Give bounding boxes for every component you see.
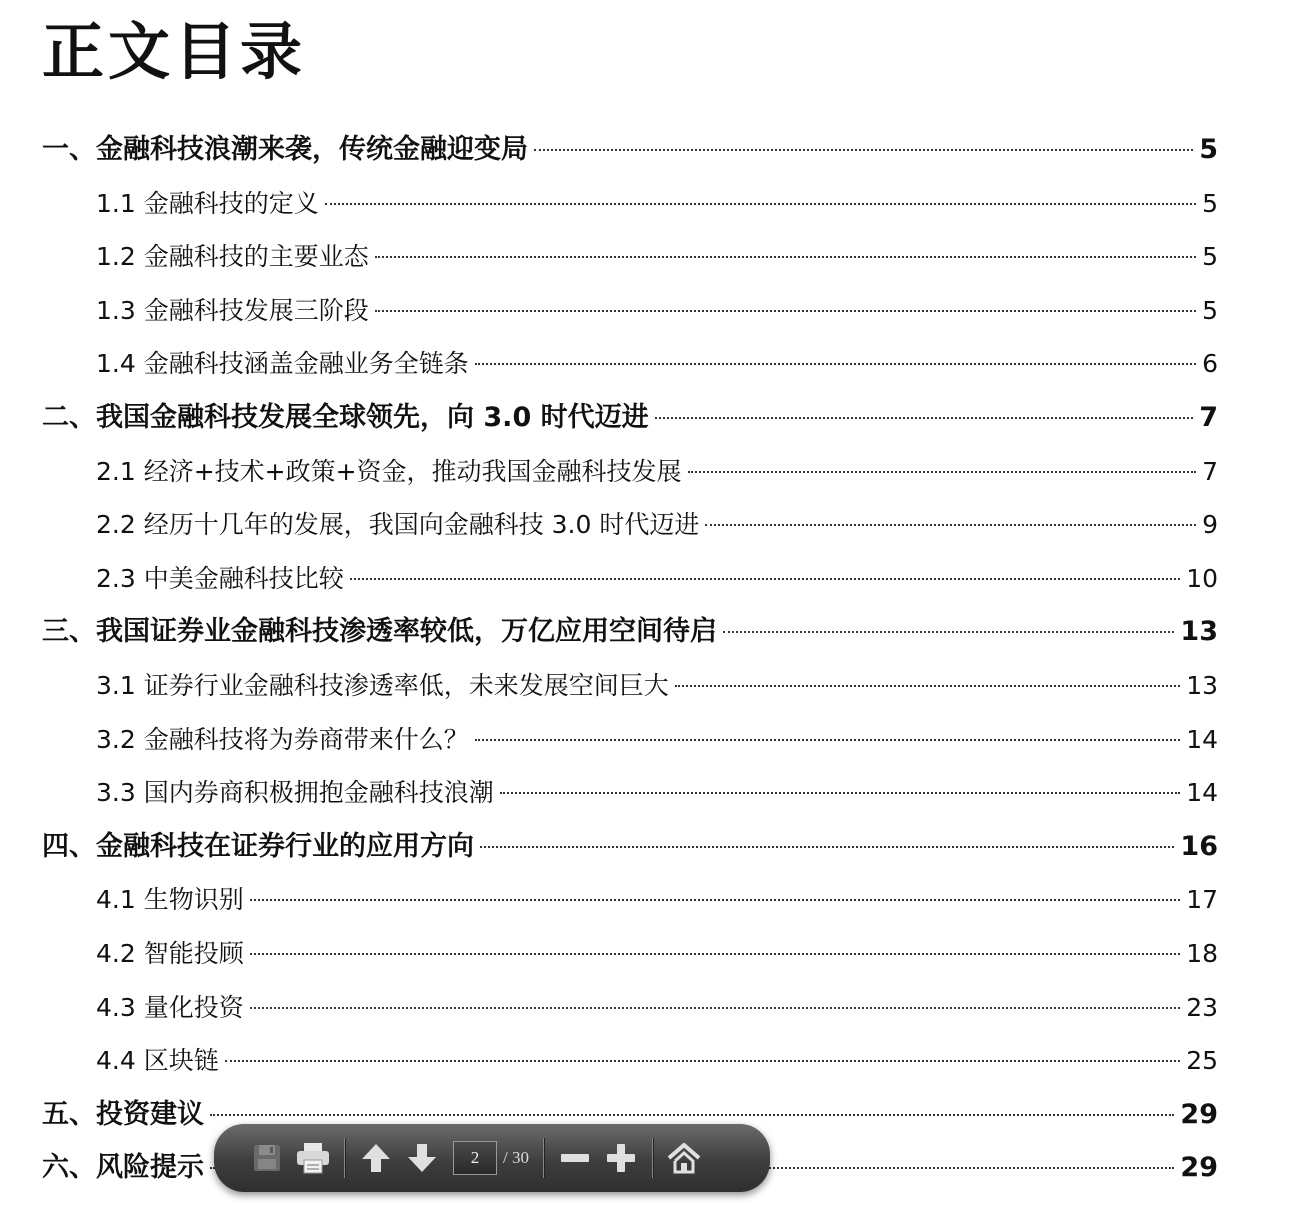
toc-entry-title: 一、金融科技浪潮来袭，传统金融迎变局 [42, 134, 528, 165]
toc-leader-dots [500, 792, 1180, 794]
toc-section-row[interactable] [96, 452, 1218, 492]
toc-chapter-row[interactable] [42, 398, 1218, 438]
print-button[interactable] [290, 1135, 336, 1181]
toc-entry-title: 五、投资建议 [42, 1098, 204, 1130]
toc-entry-title: 3.1 证券行业金融科技渗透率低，未来发展空间巨大 [96, 671, 669, 700]
previous-page-button[interactable] [353, 1135, 399, 1181]
pdf-toolbar [214, 1124, 770, 1192]
toc-leader-dots [375, 256, 1196, 258]
toc-entry-title: 2.1 经济+技术+政策+资金，推动我国金融科技发展 [96, 456, 682, 486]
toc-page-number: 13 [1186, 671, 1218, 700]
toc-entry-title: 六、风险提示 [42, 1152, 204, 1184]
arrow-down-icon [406, 1142, 438, 1174]
toc-chapter-row[interactable] [42, 612, 1218, 652]
toc-page-number: 5 [1202, 242, 1218, 272]
zoom-out-icon [559, 1142, 591, 1174]
toc-section-row[interactable] [96, 773, 1218, 813]
next-page-button[interactable] [399, 1135, 445, 1181]
toc-section-row[interactable] [96, 184, 1218, 224]
toc-page-number: 29 [1180, 1098, 1218, 1130]
toc-entry-title: 二、我国金融科技发展全球领先，向 3.0 时代迈进 [42, 402, 649, 433]
toc-entry-title: 3.3 国内券商积极拥抱金融科技浪潮 [96, 778, 494, 808]
toc-page-number: 7 [1199, 402, 1218, 433]
toc-page-number: 10 [1186, 563, 1218, 593]
toc-leader-dots [675, 685, 1180, 687]
toc-chapter-row[interactable] [42, 827, 1218, 867]
toc-leader-dots [705, 524, 1196, 526]
toc-leader-dots [250, 899, 1180, 901]
toc-page-number: 5 [1202, 188, 1218, 218]
toc-leader-dots [210, 1114, 1174, 1116]
toc-section-row[interactable] [96, 880, 1218, 920]
toc-entry-title: 2.2 经历十几年的发展，我国向金融科技 3.0 时代迈进 [96, 510, 700, 540]
toc-entry-title: 三、我国证券业金融科技渗透率较低，万亿应用空间待启 [42, 616, 717, 648]
toc-page-number: 13 [1180, 616, 1218, 648]
toolbar-divider [344, 1138, 345, 1178]
toc-section-row[interactable] [96, 505, 1218, 545]
toc-leader-dots [475, 739, 1180, 741]
toc-entry-title: 1.2 金融科技的主要业态 [96, 242, 369, 272]
toc-page-number: 14 [1186, 724, 1218, 754]
zoom-in-icon [605, 1142, 637, 1174]
toc-page-number: 6 [1202, 349, 1218, 379]
toc-page-number: 5 [1199, 134, 1218, 165]
toc-section-row[interactable] [96, 720, 1218, 760]
toc-entry-title: 3.2 金融科技将为券商带来什么？ [96, 724, 469, 754]
save-icon [251, 1142, 283, 1174]
toc-section-row[interactable] [96, 666, 1218, 706]
toc-section-row[interactable] [96, 237, 1218, 277]
toc-section-row[interactable] [96, 988, 1218, 1028]
toc-section-row[interactable] [96, 344, 1218, 384]
home-icon [666, 1141, 702, 1175]
page-total-label: / 30 [503, 1148, 529, 1167]
home-button[interactable] [661, 1135, 707, 1181]
toc-leader-dots [250, 953, 1180, 955]
toc-entry-title: 4.2 智能投顾 [96, 939, 244, 968]
toc-page-number: 17 [1186, 885, 1218, 915]
toc-section-row[interactable] [96, 559, 1218, 599]
toc-page-number: 23 [1186, 992, 1218, 1022]
toc-entry-title: 1.4 金融科技涵盖金融业务全链条 [96, 349, 469, 379]
toc-page-number: 16 [1180, 830, 1218, 862]
toc-leader-dots [688, 471, 1197, 473]
toc-page-number: 7 [1202, 456, 1218, 486]
toc-page-number: 9 [1202, 510, 1218, 540]
page-title: 正文目录 [42, 15, 307, 88]
toc-leader-dots [655, 417, 1194, 419]
toc-leader-dots [225, 1060, 1180, 1062]
zoom-out-button[interactable] [552, 1135, 598, 1181]
toolbar-divider [543, 1138, 544, 1178]
toc-entry-title: 四、金融科技在证券行业的应用方向 [42, 830, 474, 862]
toc-page-number: 29 [1180, 1152, 1218, 1184]
toc-leader-dots [723, 631, 1174, 633]
save-button[interactable] [244, 1135, 290, 1181]
toc-section-row[interactable] [96, 1041, 1218, 1081]
toc-entry-title: 2.3 中美金融科技比较 [96, 563, 344, 593]
page-number-input[interactable]: 2 [453, 1141, 497, 1175]
toc-entry-title: 4.4 区块链 [96, 1046, 219, 1076]
toc-chapter-row[interactable] [42, 130, 1218, 170]
arrow-up-icon [360, 1142, 392, 1174]
toc-page-number: 25 [1186, 1046, 1218, 1076]
toc-leader-dots [350, 578, 1180, 580]
toc-entry-title: 4.1 生物识别 [96, 885, 244, 915]
toc-leader-dots [375, 310, 1196, 312]
toc-leader-dots [534, 149, 1193, 151]
toc-page-number: 14 [1186, 778, 1218, 808]
toc-section-row[interactable] [96, 291, 1218, 331]
zoom-in-button[interactable] [598, 1135, 644, 1181]
toc-entry-title: 1.3 金融科技发展三阶段 [96, 295, 369, 325]
toc-page-number: 18 [1186, 939, 1218, 968]
toc-leader-dots [325, 203, 1196, 205]
toc-leader-dots [480, 846, 1174, 848]
toc-section-row[interactable] [96, 934, 1218, 974]
toc-page-number: 5 [1202, 295, 1218, 325]
toc-leader-dots [250, 1007, 1180, 1009]
toc-entry-title: 4.3 量化投资 [96, 992, 244, 1022]
print-icon [295, 1141, 331, 1175]
toc-leader-dots [475, 363, 1196, 365]
toc-entry-title: 1.1 金融科技的定义 [96, 188, 319, 218]
toolbar-divider [652, 1138, 653, 1178]
